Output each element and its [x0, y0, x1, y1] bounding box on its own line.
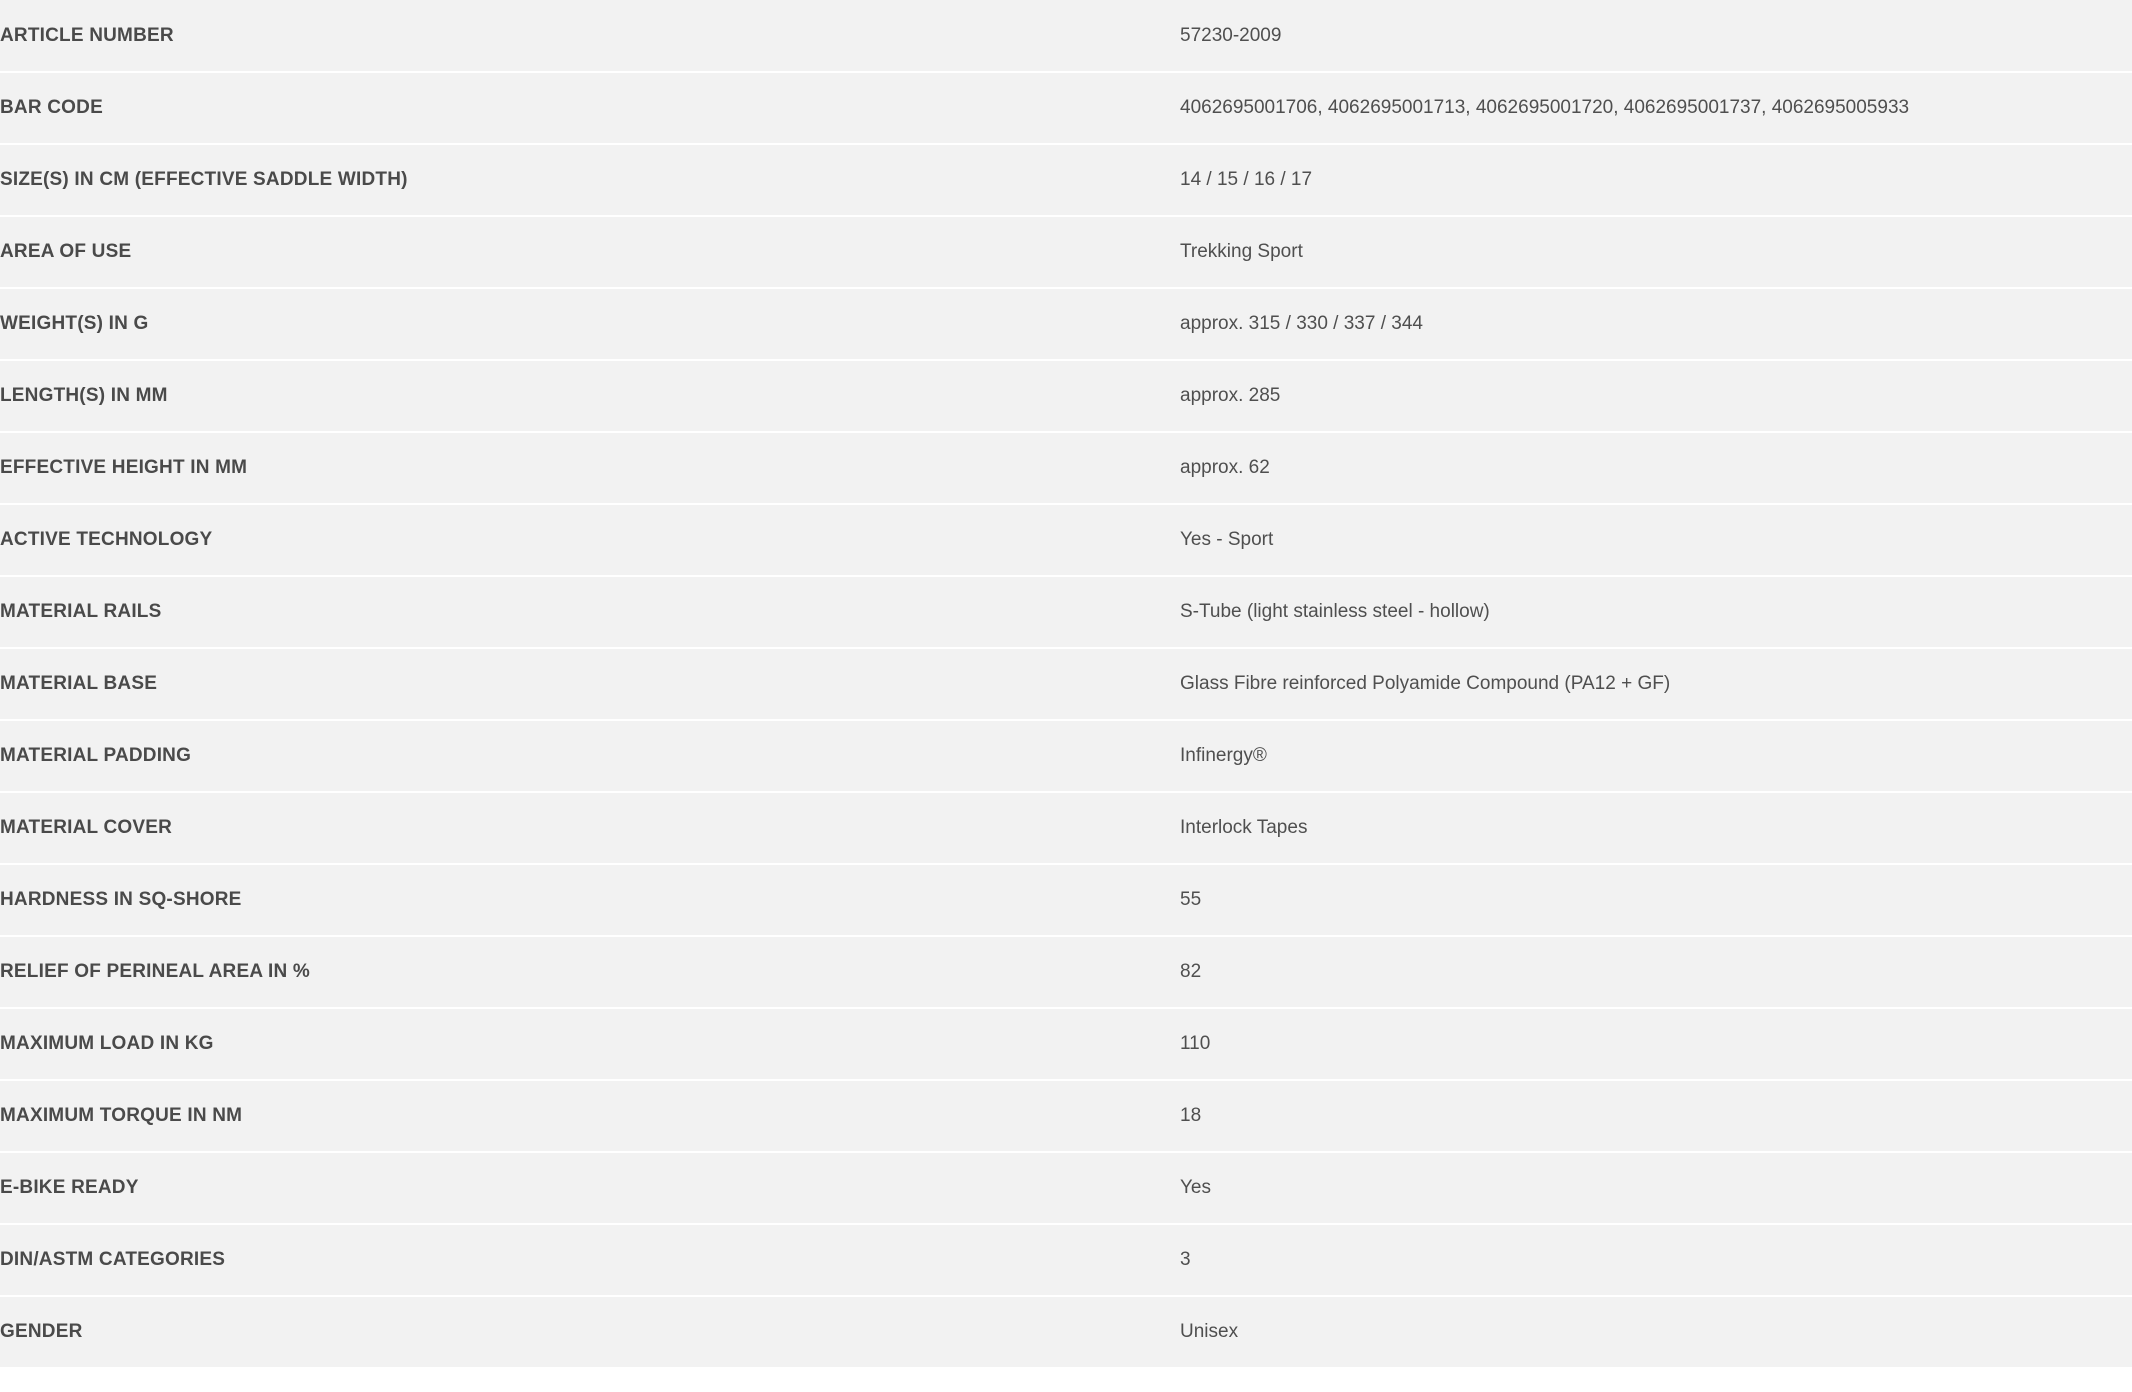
table-row — [0, 288, 2132, 360]
spec-label: MATERIAL COVER — [0, 792, 1180, 864]
spec-label: RELIEF OF PERINEAL AREA IN % — [0, 936, 1180, 1008]
table-row — [0, 144, 2132, 216]
spec-value: 4062695001706, 4062695001713, 4062695001720, 4062695001737, 4062695005933 — [1180, 72, 2132, 144]
spec-label: MATERIAL BASE — [0, 648, 1180, 720]
spec-label: BAR CODE — [0, 72, 1180, 144]
table-row — [0, 432, 2132, 504]
spec-value: approx. 285 — [1180, 360, 2132, 432]
spec-value: Trekking Sport — [1180, 216, 2132, 288]
spec-label: AREA OF USE — [0, 216, 1180, 288]
spec-label: E-BIKE READY — [0, 1152, 1180, 1224]
spec-value: S-Tube (light stainless steel - hollow) — [1180, 576, 2132, 648]
spec-label: MATERIAL PADDING — [0, 720, 1180, 792]
table-row — [0, 1080, 2132, 1152]
table-row — [0, 0, 2132, 72]
spec-value: approx. 315 / 330 / 337 / 344 — [1180, 288, 2132, 360]
spec-label: MAXIMUM LOAD IN KG — [0, 1008, 1180, 1080]
spec-value: 110 — [1180, 1008, 2132, 1080]
spec-label: LENGTH(S) IN MM — [0, 360, 1180, 432]
spec-value: Yes — [1180, 1152, 2132, 1224]
table-row — [0, 504, 2132, 576]
spec-value: 82 — [1180, 936, 2132, 1008]
spec-value: Unisex — [1180, 1296, 2132, 1368]
table-row — [0, 1152, 2132, 1224]
spec-label: GENDER — [0, 1296, 1180, 1368]
table-row — [0, 792, 2132, 864]
table-row — [0, 864, 2132, 936]
spec-label: WEIGHT(S) IN G — [0, 288, 1180, 360]
spec-label: MATERIAL RAILS — [0, 576, 1180, 648]
table-row — [0, 648, 2132, 720]
table-row — [0, 360, 2132, 432]
spec-value: Glass Fibre reinforced Polyamide Compound (PA12 + GF) — [1180, 648, 2132, 720]
table-row — [0, 1296, 2132, 1368]
spec-label: DIN/ASTM CATEGORIES — [0, 1224, 1180, 1296]
spec-value: Interlock Tapes — [1180, 792, 2132, 864]
spec-label: SIZE(S) IN CM (EFFECTIVE SADDLE WIDTH) — [0, 144, 1180, 216]
spec-label: HARDNESS IN SQ-SHORE — [0, 864, 1180, 936]
table-row — [0, 576, 2132, 648]
spec-value: approx. 62 — [1180, 432, 2132, 504]
spec-value: 18 — [1180, 1080, 2132, 1152]
table-row — [0, 1008, 2132, 1080]
spec-value: Infinergy® — [1180, 720, 2132, 792]
spec-label: ACTIVE TECHNOLOGY — [0, 504, 1180, 576]
spec-value: Yes - Sport — [1180, 504, 2132, 576]
table-row — [0, 1224, 2132, 1296]
spec-value: 55 — [1180, 864, 2132, 936]
spec-label: EFFECTIVE HEIGHT IN MM — [0, 432, 1180, 504]
table-row — [0, 216, 2132, 288]
spec-value: 57230-2009 — [1180, 0, 2132, 72]
table-row — [0, 72, 2132, 144]
table-row — [0, 936, 2132, 1008]
spec-value: 14 / 15 / 16 / 17 — [1180, 144, 2132, 216]
spec-label: ARTICLE NUMBER — [0, 0, 1180, 72]
spec-label: MAXIMUM TORQUE IN NM — [0, 1080, 1180, 1152]
spec-value: 3 — [1180, 1224, 2132, 1296]
table-row — [0, 720, 2132, 792]
